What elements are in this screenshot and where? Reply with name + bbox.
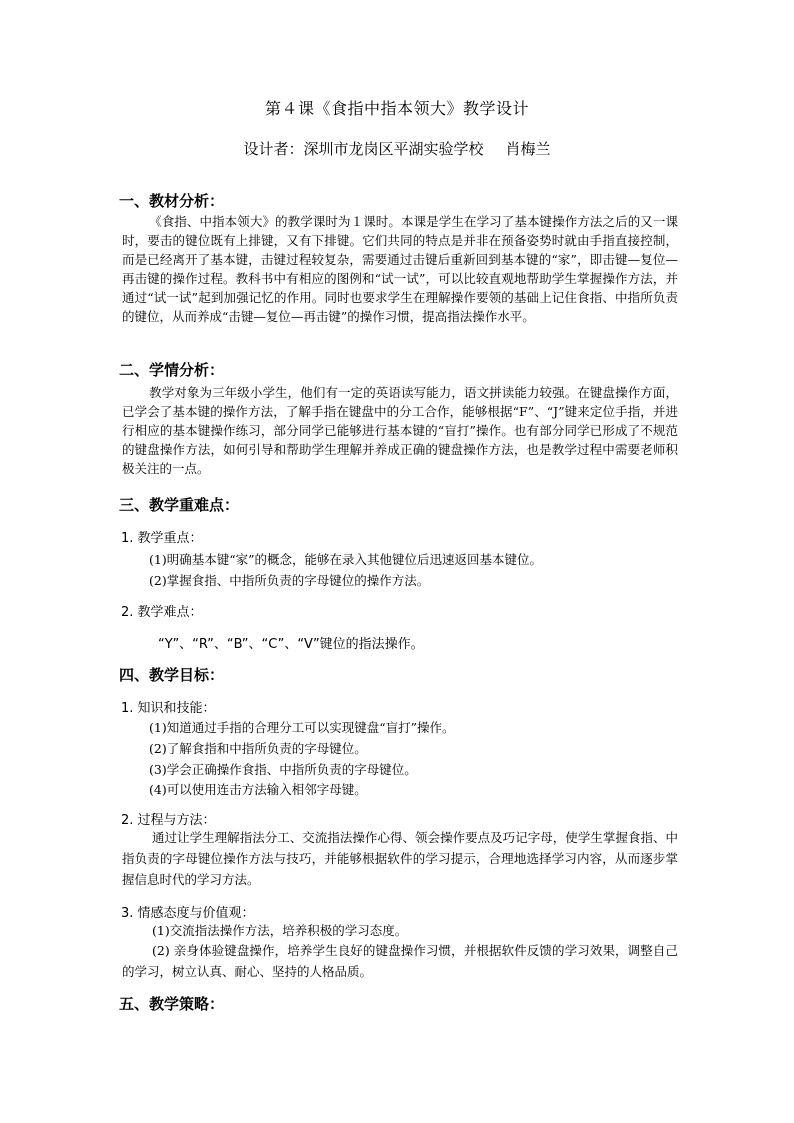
- knowledge-skills-subheading: 1. 知识和技能：: [121, 701, 216, 716]
- document-title: 第４课《食指中指本领大》教学设计: [264, 99, 529, 118]
- section-heading-material: 一、教材分析：: [119, 192, 225, 210]
- key-point-item: (1)明确基本键“家”的概念，能够在录入其他键位后迅速返回基本键位。: [149, 552, 542, 567]
- learner-analysis-paragraph: [122, 383, 678, 478]
- difficulty-subheading: 2. 教学难点：: [121, 605, 203, 620]
- section-heading-learners: 二、学情分析：: [119, 361, 225, 379]
- objective-item: (3)学会正确操作食指、中指所负责的字母键位。: [149, 762, 417, 777]
- process-method-subheading: 2. 过程与方法：: [121, 813, 216, 828]
- material-analysis-text: 《食指、中指本领大》的教学课时为１课时。本课是学生在学习了基本键操作方法之后的又一课时，要击的键位既有上排键，又有下排键。它们共同的特点是并非在预备姿势时就由手指直接控制，而是已经离开了基本键，击键过程较复杂，需要通过击键后重新回到基本键的“家”，即击键—复位—再击键的操作过程。教科书中有相应的图例和“试一试”，可以比较直观地帮助学生掌握操作方法，并通过“试一试”起到加强记忆的作用。同时也要求学生在理解操作要领的基础上记住食指、中指所负责的键位，从而养成“击键—复位—再击键”的操作习惯，提高指法操作水平。: [122, 214, 678, 324]
- key-points-subheading: 1. 教学重点：: [121, 531, 203, 546]
- section-heading-strategy: 五、教学策略：: [119, 995, 225, 1013]
- process-method-text: 通过让学生理解指法分工、交流指法操作心得、领会操作要点及巧记字母，使学生掌握食指、中指负责的字母键位操作方法与技巧，并能够根据软件的学习提示，合理地选择学习内容，从而逐步掌握信息时代的学习方法。: [122, 830, 678, 887]
- learner-analysis-text: 教学对象为三年级小学生，他们有一定的英语读写能力，语文拼读能力较强。在键盘操作方面，已学会了基本键的操作方法，了解手指在键盘中的分工合作，能够根据“F”、“J”键来定位手指，并进行相应的基本键操作练习，部分同学已能够进行基本键的“盲打”操作。也有部分同学已形成了不规范的键盘操作方法，如何引导和帮助学生理解并养成正确的键盘操作方法，也是教学过程中需要老师积极关注的一点。: [122, 385, 678, 476]
- attitude-values-subheading: 3. 情感态度与价值观：: [121, 906, 255, 921]
- attitude-item: (1)交流指法操作方法，培养积极的学习态度。: [152, 923, 408, 938]
- process-method-paragraph: [122, 827, 678, 890]
- author-line: [0, 138, 794, 159]
- section-heading-key-points: 三、教学重难点：: [119, 496, 240, 514]
- attitude-item-text: (2) 亲身体验键盘操作，培养学生良好的键盘操作习惯，并根据软件反馈的学习效果，调整自己的学习，树立认真、耐心、坚持的人格品质。: [122, 943, 678, 979]
- section-heading-objectives: 四、教学目标：: [119, 666, 225, 684]
- material-analysis-paragraph: [122, 212, 678, 326]
- author-name: 肖梅兰: [505, 140, 551, 158]
- objective-item: (1)知道通过手指的合理分工可以实现键盘“盲打”操作。: [149, 720, 455, 735]
- attitude-item-paragraph: [122, 940, 678, 982]
- difficulty-text: “Y”、“R”、“B”、“C”、“V”键位的指法操作。: [158, 637, 424, 652]
- author-label: 设计者：深圳市龙岗区平湖实验学校: [243, 140, 484, 158]
- objective-item: (4)可以使用连击方法输入相邻字母键。: [149, 782, 367, 797]
- key-point-item: (2)掌握食指、中指所负责的字母键位的操作方法。: [149, 573, 430, 588]
- objective-item: (2)了解食指和中指所负责的字母键位。: [149, 741, 367, 756]
